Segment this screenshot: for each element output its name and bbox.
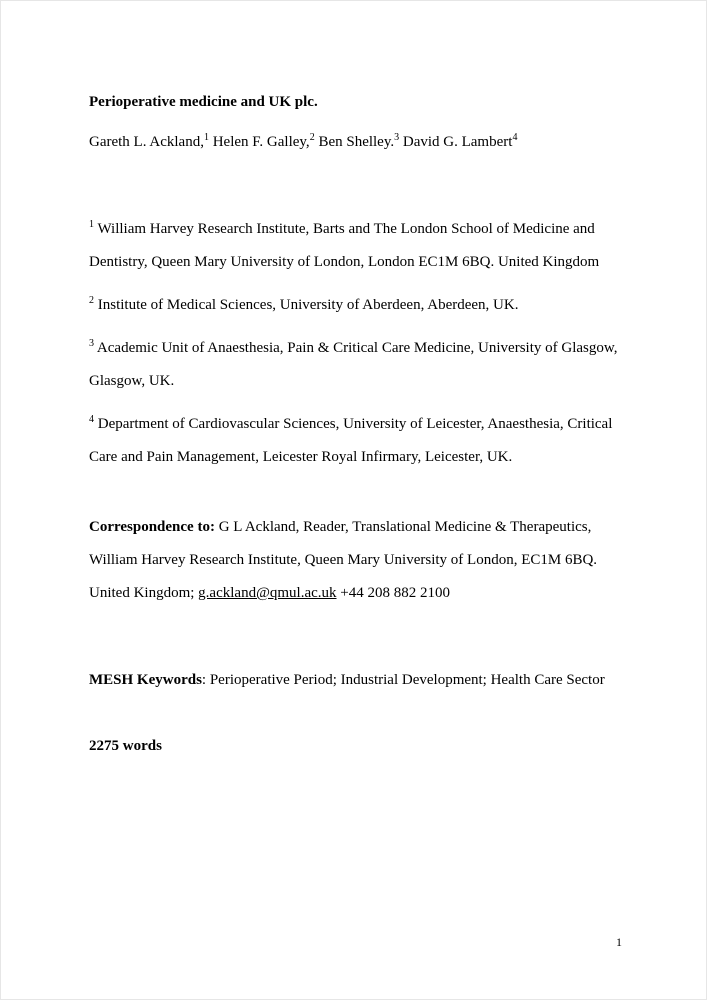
affiliation-text: Institute of Medical Sciences, University of Aberdeen, Aberdeen, UK. <box>94 297 519 313</box>
affiliation-superscript: 1 <box>89 219 94 230</box>
correspondence-text: G L Ackland, Reader, Translational Medicine & Therapeutics, William Harvey Research Institute, Queen Mary University of London, EC1M 6BQ. United Kingdom; <box>89 519 598 601</box>
keywords-text: : Perioperative Period; Industrial Development; Health Care Sector <box>201 672 605 688</box>
author-superscript: 3 <box>394 132 400 143</box>
word-count: 2275 words <box>89 738 162 754</box>
affiliation-superscript: 4 <box>89 414 94 425</box>
affiliation <box>89 332 624 398</box>
correspondence-paragraph <box>89 511 624 610</box>
author-name: Gareth L. Ackland, <box>89 134 204 150</box>
affiliation-text: Academic Unit of Anaesthesia, Pain & Critical Care Medicine, University of Glasgow, Glasgow, UK. <box>89 340 618 389</box>
affiliation-superscript: 2 <box>89 295 94 306</box>
affiliation <box>89 213 624 279</box>
author-superscript: 4 <box>512 132 518 143</box>
authors-line <box>89 126 624 159</box>
affiliation-text: Department of Cardiovascular Sciences, University of Leicester, Anaesthesia, Critical Care and Pain Management, Leicester Royal Infirmary, Leicester, UK. <box>89 416 613 465</box>
author-name: David G. Lambert <box>399 134 513 150</box>
author-superscript: 2 <box>309 132 315 143</box>
correspondence-phone: +44 208 882 2100 <box>336 585 450 601</box>
author-name: Ben Shelley. <box>314 134 395 150</box>
affiliation <box>89 289 624 322</box>
correspondence-label: Correspondence to: <box>89 519 215 535</box>
paper-title: Perioperative medicine and UK plc. <box>89 94 318 110</box>
page-number: 1 <box>616 935 622 949</box>
author-superscript: 1 <box>203 132 209 143</box>
keywords-label: MESH Keywords <box>89 672 202 688</box>
email-link[interactable]: g.ackland@qmul.ac.uk <box>198 585 337 601</box>
author-name: Helen F. Galley, <box>208 134 310 150</box>
affiliation-text: William Harvey Research Institute, Barts and The London School of Medicine and Dentistry, Queen Mary University of London, London EC1M 6BQ. United Kingdom <box>89 221 600 270</box>
affiliation <box>89 408 624 474</box>
affiliation-superscript: 3 <box>89 338 94 349</box>
keywords-line <box>89 664 624 697</box>
